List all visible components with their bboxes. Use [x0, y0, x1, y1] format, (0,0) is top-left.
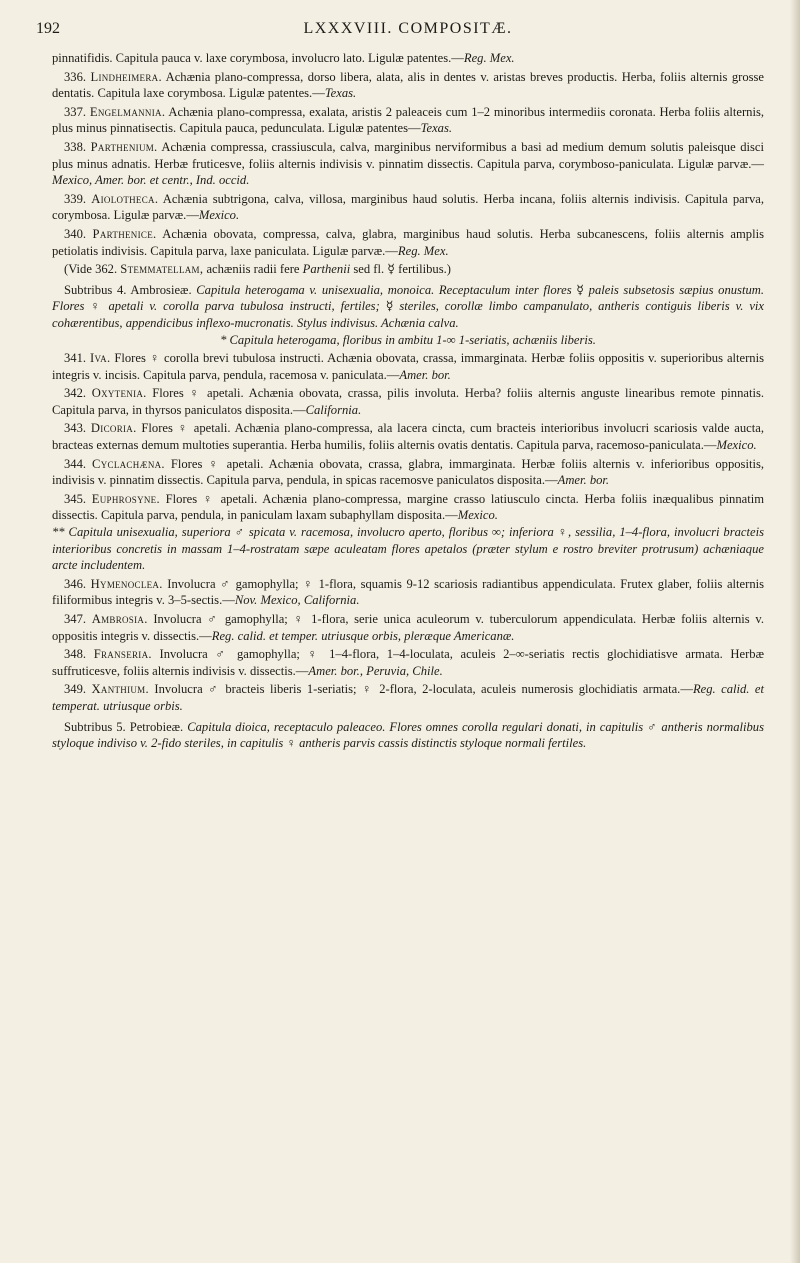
text-run: 342. [64, 386, 92, 401]
genus-name: Hymenoclea. [90, 576, 163, 591]
text-run: Achænia plano-compressa, dorso libera, alata, alis in dentes v. aristas breves productis. Herba, foliis alternis grosse dentatis. Capitula laxe corymbosa. Ligulæ patentes.— [52, 69, 765, 101]
genus-name: Iva. [90, 351, 111, 366]
paragraph [52, 282, 764, 332]
text-run: Involucra ♂ gamophylla; ♀ 1-flora, squamis 9-12 scariosis radiantibus appendiculata. Frutex glaber, foliis alternis filiformibus integris v. 3–5-sectis.— [52, 576, 765, 608]
text-run: ** Capitula unisexualia, superiora ♂ spicata v. racemosa, involucro aperto, floribus ∞; inferiora ♀, sessilia, 1–4-flora, involucri bracteis interioribus concretis in massam 1–4-rostratam sæpe aculeatam flores apetalos (præter stylum e rostro breviter protrusum) achæniaque arcte includentem. [52, 525, 764, 573]
paragraph [52, 491, 764, 524]
genus-name: Cyclachæna. [92, 456, 165, 471]
paragraph [52, 104, 764, 137]
text-run: Capitula dioica, receptaculo paleaceo. Flores omnes corolla regulari donati, in capitulis ♂ antheris normalibus styloque indiviso v. 2-fido steriles, in capitulis ♀ antheris parvis cassis distinctis styloque normali fertiles. [52, 719, 764, 751]
text-run: Involucra ♂ gamophylla; ♀ 1–4-flora, 1–4-loculata, aculeis 2–∞-seriatis rectis glochidiatisve armata. Herbæ suffruticesve, foliis alternis indivisis v. dissectis.— [52, 647, 764, 678]
text-run: Amer. bor. [557, 473, 610, 488]
page-number: 192 [36, 20, 60, 37]
text-run: Texas. [324, 86, 357, 101]
text-run: 343. [64, 421, 91, 436]
paragraph [52, 646, 764, 679]
text-run: 345. [64, 491, 92, 506]
genus-name: Parthenium. [90, 139, 158, 154]
text-run: Mexico. [457, 508, 498, 523]
text-run: Nov. Mexico, California. [234, 593, 360, 608]
genus-name: Parthenice. [92, 226, 157, 241]
text-run: Amer. bor. [399, 367, 451, 382]
text-run: 341. [64, 351, 91, 366]
text-run: sed fl. ☿ fertilibus.) [350, 262, 451, 277]
paragraph [52, 350, 764, 383]
paragraph [52, 226, 764, 259]
text-run: * Capitula heterogama, floribus in ambitu 1-∞ 1-seriatis, achæniis liberis. [220, 332, 596, 347]
text-run: Subtribus 4. Ambrosieæ. [64, 282, 197, 297]
text-run: Achænia obovata, compressa, calva, glabra, marginibus haud solutis. Herba subcanescens, foliis alternis amplis petiolatis indivisis. Capitula parva, laxe paniculata. Ligulæ parvæ.— [52, 226, 764, 258]
paragraph [52, 524, 764, 574]
genus-name: Xanthium. [91, 682, 149, 697]
paragraph [52, 385, 764, 418]
text-run: Capitula heterogama v. unisexualia, monoica. Receptaculum inter flores ☿ paleis subsetosis sæpius onustum. Flores ♀ apetali v. corolla parva tubulosa instructi, fertiles; ☿ steriles, corollæ limbo campanulato, antheris contiguis liberis v. vix cohærentibus, appendicibus inflexo-mucronatis. Stylus indivisus. Achænia calva. [52, 282, 764, 330]
genus-name: Lindheimera. [90, 69, 162, 84]
genus-name: Franseria. [93, 647, 152, 662]
page [36, 0, 765, 752]
text-run: Amer. bor., Peruvia, Chile. [308, 663, 443, 678]
text-run: Flores ♀ apetali. Achænia obovata, crassa, pilis involuta. Herba? foliis alternis anguste linearibus remote pinnatis. Capitula parva, in thyrsos paniculatos disposita.— [52, 386, 764, 417]
genus-name: Engelmannia. [89, 104, 166, 119]
text-run: Flores ♀ apetali. Achænia plano-compressa, ala lacera cincta, cum bracteis interioribus involucri scariosis valde aucta, bracteas externas demum multoties superantia. Herba humilis, foliis alternis ovatis dentatis. Capitula parva, racemoso-paniculata.— [52, 421, 764, 453]
genus-name: Ambrosia. [91, 612, 148, 626]
text-run: Reg. calid. et temper. utriusque orbis, pleræque Americanæ. [211, 628, 515, 643]
paragraph [52, 50, 764, 67]
text-run: 340. [64, 226, 93, 241]
text-run: Mexico. [198, 208, 240, 223]
text-run: Texas. [420, 121, 453, 136]
text-run: Flores ♀ apetali. Achænia obovata, crassa, glabra, immarginata. Herbæ foliis alternis v. inferioribus oppositis, indivisis v. pinnatim dissectis. Capitula parva, pendula, in spicas racemosve paniculatos disposita.— [52, 456, 764, 488]
paragraph [52, 191, 764, 224]
text-run: Flores ♀ apetali. Achænia plano-compressa, margine crasso latiusculo cincta. Herba foliis inæqualibus pinnatim dissectis. Capitula parva, pendula, in paniculam laxam subaphyllam disposita.— [52, 491, 765, 523]
text-run: Achænia compressa, crassiuscula, calva, marginibus nerviformibus a basi ad medium demum solutis paleisque disci plus minus adnatis. Herbæ fruticesve, foliis alternis indivisis v. pinnatim dissectis. Capitula parva, corymboso-paniculata. Ligulæ parvæ.— [52, 139, 765, 171]
paragraph [52, 139, 764, 189]
paragraph [52, 719, 764, 752]
text-run: Involucra ♂ gamophylla; ♀ 1-flora, serie unica aculeorum v. tuberculorum appendiculata. Herbæ foliis alternis v. oppositis integris v. dissectis.— [52, 612, 764, 643]
text-run: 337. [64, 104, 90, 119]
genus-name: Dicoria. [90, 421, 137, 436]
text-run: 338. [64, 139, 91, 154]
paragraph [52, 332, 764, 349]
text-run: Reg. calid. et temperat. utriusque orbis. [52, 682, 765, 713]
text-run: 347. [64, 612, 92, 626]
page-header [36, 0, 764, 50]
page-spine-shadow [790, 0, 800, 1263]
document-body [52, 50, 764, 752]
text-run: pinnatifidis. Capitula pauca v. laxe corymbosa, involucro lato. Ligulæ patentes.— [52, 51, 464, 65]
genus-name: Euphrosyne. [91, 491, 160, 506]
genus-name: Oxytenia. [91, 386, 147, 401]
paragraph [52, 576, 764, 609]
text-run: Achænia subtrigona, calva, villosa, marginibus haud solutis. Herba incana, foliis alternis indivisis. Capitula parva, corymbosa. Ligulæ parvæ.— [52, 191, 764, 223]
paragraph [52, 456, 764, 489]
text-run: Parthenii [302, 262, 351, 277]
text-run: 336. [64, 69, 91, 84]
paragraph [52, 611, 764, 644]
text-run: (Vide 362. [64, 262, 121, 277]
paragraph [52, 261, 764, 278]
paragraph [52, 69, 764, 102]
paragraph [52, 420, 764, 453]
text-run: California. [305, 402, 362, 417]
text-run: 348. [64, 647, 94, 662]
genus-name: Aiolotheca. [91, 191, 159, 206]
text-run: Subtribus 5. Petrobieæ. [64, 719, 188, 734]
text-run: Mexico. [716, 438, 757, 453]
text-run: Flores ♀ corolla brevi tubulosa instructi. Achænia obovata, crassa, immarginata. Herbæ foliis oppositis v. superioribus alternis integris v. incisis. Capitula parva, pendula, racemosa v. paniculata.— [52, 351, 765, 382]
text-run: Involucra ♂ bracteis liberis 1-seriatis; ♀ 2-flora, 2-loculata, aculeis numerosis glochidiatis armata.— [148, 682, 693, 697]
text-run: Reg. Mex. [463, 51, 515, 65]
running-title: LXXXVIII. COMPOSITÆ. [303, 20, 513, 37]
text-run: 344. [64, 456, 93, 471]
text-run: Achænia plano-compressa, exalata, aristis 2 paleaceis cum 1–2 minoribus intermediis coronata. Herba foliis alternis, plus minus pinnatisectis. Capitula pauca, pedunculata. Ligulæ patentes— [52, 104, 764, 136]
text-run: 349. [64, 682, 92, 697]
text-run: 346. [64, 576, 91, 591]
text-run: 339. [64, 191, 92, 206]
text-run: Reg. Mex. [397, 243, 449, 258]
text-run: achæniis radii fere [203, 262, 303, 277]
genus-name: Stemmatellam, [120, 262, 204, 277]
text-run: Mexico, Amer. bor. et centr., Ind. occid. [52, 173, 250, 188]
paragraph [52, 681, 764, 714]
